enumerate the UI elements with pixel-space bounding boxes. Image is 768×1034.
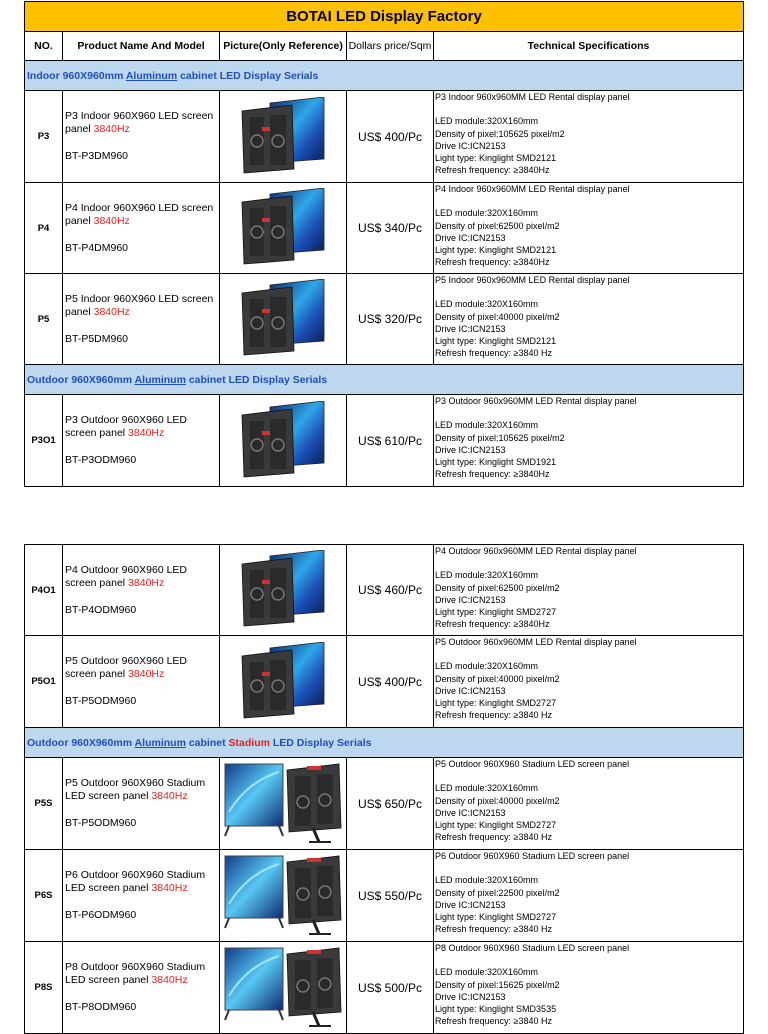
price-table-bottom <box>24 544 744 1034</box>
product-price: US$ 610/Pc <box>347 395 434 487</box>
product-specs: P6 Outdoor 960X960 Stadium LED screen panel LED module:320X160mm Density of pixel:22500 pixel/m2 Drive IC:ICN2153 Light type: Kinglight SMD2727 Refresh frequency: ≥3840 Hz <box>434 850 744 942</box>
product-name: P5 Outdoor 960X960 LED screen panel 3840Hz BT-P5ODM960 <box>63 636 220 728</box>
product-specs: P5 Outdoor 960X960 Stadium LED screen panel LED module:320X160mm Density of pixel:40000 pixel/m2 Drive IC:ICN2153 Light type: Kinglight SMD2727 Refresh frequency: ≥3840 Hz <box>434 758 744 850</box>
product-price: US$ 500/Pc <box>347 942 434 1034</box>
header-picture: Picture(Only Reference) <box>220 32 347 61</box>
product-image <box>220 942 347 1034</box>
table-row <box>25 545 744 636</box>
header-price: Dollars price/Sqm <box>347 32 434 61</box>
product-specs: P5 Outdoor 960x960MM LED Rental display panel LED module:320X160mm Density of pixel:40000 pixel/m2 Drive IC:ICN2153 Light type: Kinglight SMD2727 Refresh frequency: ≥3840 Hz <box>434 636 744 728</box>
product-specs: P8 Outdoor 960X960 Stadium LED screen panel LED module:320X160mm Density of pixel:15625 pixel/m2 Drive IC:ICN2153 Light type: Kinglight SMD3535 Refresh frequency: ≥3840 Hz <box>434 942 744 1034</box>
table-row <box>25 274 744 365</box>
product-specs: P4 Indoor 960x960MM LED Rental display panel LED module:320X160mm Density of pixel:62500 pixel/m2 Drive IC:ICN2153 Light type: Kinglight SMD2121 Refresh frequency: ≥3840Hz <box>434 183 744 274</box>
product-image <box>220 395 347 487</box>
row-no: P3 <box>25 91 63 183</box>
header-product: Product Name And Model <box>63 32 220 61</box>
product-price: US$ 400/Pc <box>347 636 434 728</box>
table-row <box>25 850 744 942</box>
product-image <box>220 545 347 636</box>
product-name: P3 Outdoor 960X960 LED screen panel 3840Hz BT-P3ODM960 <box>63 395 220 487</box>
header-specs: Technical Specifications <box>434 32 744 61</box>
product-name: P6 Outdoor 960X960 Stadium LED screen panel 3840Hz BT-P6ODM960 <box>63 850 220 942</box>
product-price: US$ 550/Pc <box>347 850 434 942</box>
product-name: P5 Outdoor 960X960 Stadium LED screen panel 3840Hz BT-P5ODM960 <box>63 758 220 850</box>
product-specs: P5 Indoor 960x960MM LED Rental display panel LED module:320X160mm Density of pixel:40000 pixel/m2 Drive IC:ICN2153 Light type: Kinglight SMD2121 Refresh frequency: ≥3840 Hz <box>434 274 744 365</box>
table-row <box>25 942 744 1034</box>
table-row <box>25 758 744 850</box>
section-outdoor: Outdoor 960X960mm Aluminum cabinet LED Display Serials <box>25 365 744 395</box>
row-no: P3O1 <box>25 395 63 487</box>
product-image <box>220 274 347 365</box>
product-image <box>220 758 347 850</box>
section-indoor: Indoor 960X960mm Aluminum cabinet LED Display Serials <box>25 61 744 91</box>
row-no: P5 <box>25 274 63 365</box>
product-specs: P4 Outdoor 960x960MM LED Rental display panel LED module:320X160mm Density of pixel:62500 pixel/m2 Drive IC:ICN2153 Light type: Kinglight SMD2727 Refresh frequency: ≥3840Hz <box>434 545 744 636</box>
row-no: P4O1 <box>25 545 63 636</box>
table-row <box>25 636 744 728</box>
product-specs: P3 Indoor 960x960MM LED Rental display panel LED module:320X160mm Density of pixel:105625 pixel/m2 Drive IC:ICN2153 Light type: Kinglight SMD2121 Refresh frequency: ≥3840Hz <box>434 91 744 183</box>
sheet-title: BOTAI LED Display Factory <box>25 2 744 32</box>
row-no: P5S <box>25 758 63 850</box>
product-price: US$ 340/Pc <box>347 183 434 274</box>
product-image <box>220 636 347 728</box>
product-name: P4 Outdoor 960X960 LED screen panel 3840Hz BT-P4ODM960 <box>63 545 220 636</box>
product-specs: P3 Outdoor 960x960MM LED Rental display panel LED module:320X160mm Density of pixel:105625 pixel/m2 Drive IC:ICN2153 Light type: Kinglight SMD1921 Refresh frequency: ≥3840Hz <box>434 395 744 487</box>
product-name: P5 Indoor 960X960 LED screen panel 3840Hz BT-P5DM960 <box>63 274 220 365</box>
product-price: US$ 400/Pc <box>347 91 434 183</box>
row-no: P6S <box>25 850 63 942</box>
product-price: US$ 650/Pc <box>347 758 434 850</box>
table-row <box>25 395 744 487</box>
product-image <box>220 850 347 942</box>
product-price: US$ 320/Pc <box>347 274 434 365</box>
product-image <box>220 91 347 183</box>
section-stadium: Outdoor 960X960mm Aluminum cabinet Stadium LED Display Serials <box>25 728 744 758</box>
row-no: P5O1 <box>25 636 63 728</box>
product-image <box>220 183 347 274</box>
product-name: P3 Indoor 960X960 LED screen panel 3840Hz BT-P3DM960 <box>63 91 220 183</box>
row-no: P8S <box>25 942 63 1034</box>
header-no: NO. <box>25 32 63 61</box>
product-price: US$ 460/Pc <box>347 545 434 636</box>
row-no: P4 <box>25 183 63 274</box>
product-name: P8 Outdoor 960X960 Stadium LED screen panel 3840Hz BT-P8ODM960 <box>63 942 220 1034</box>
table-row <box>25 91 744 183</box>
price-table-top <box>24 1 744 487</box>
table-row <box>25 183 744 274</box>
product-name: P4 Indoor 960X960 LED screen panel 3840Hz BT-P4DM960 <box>63 183 220 274</box>
